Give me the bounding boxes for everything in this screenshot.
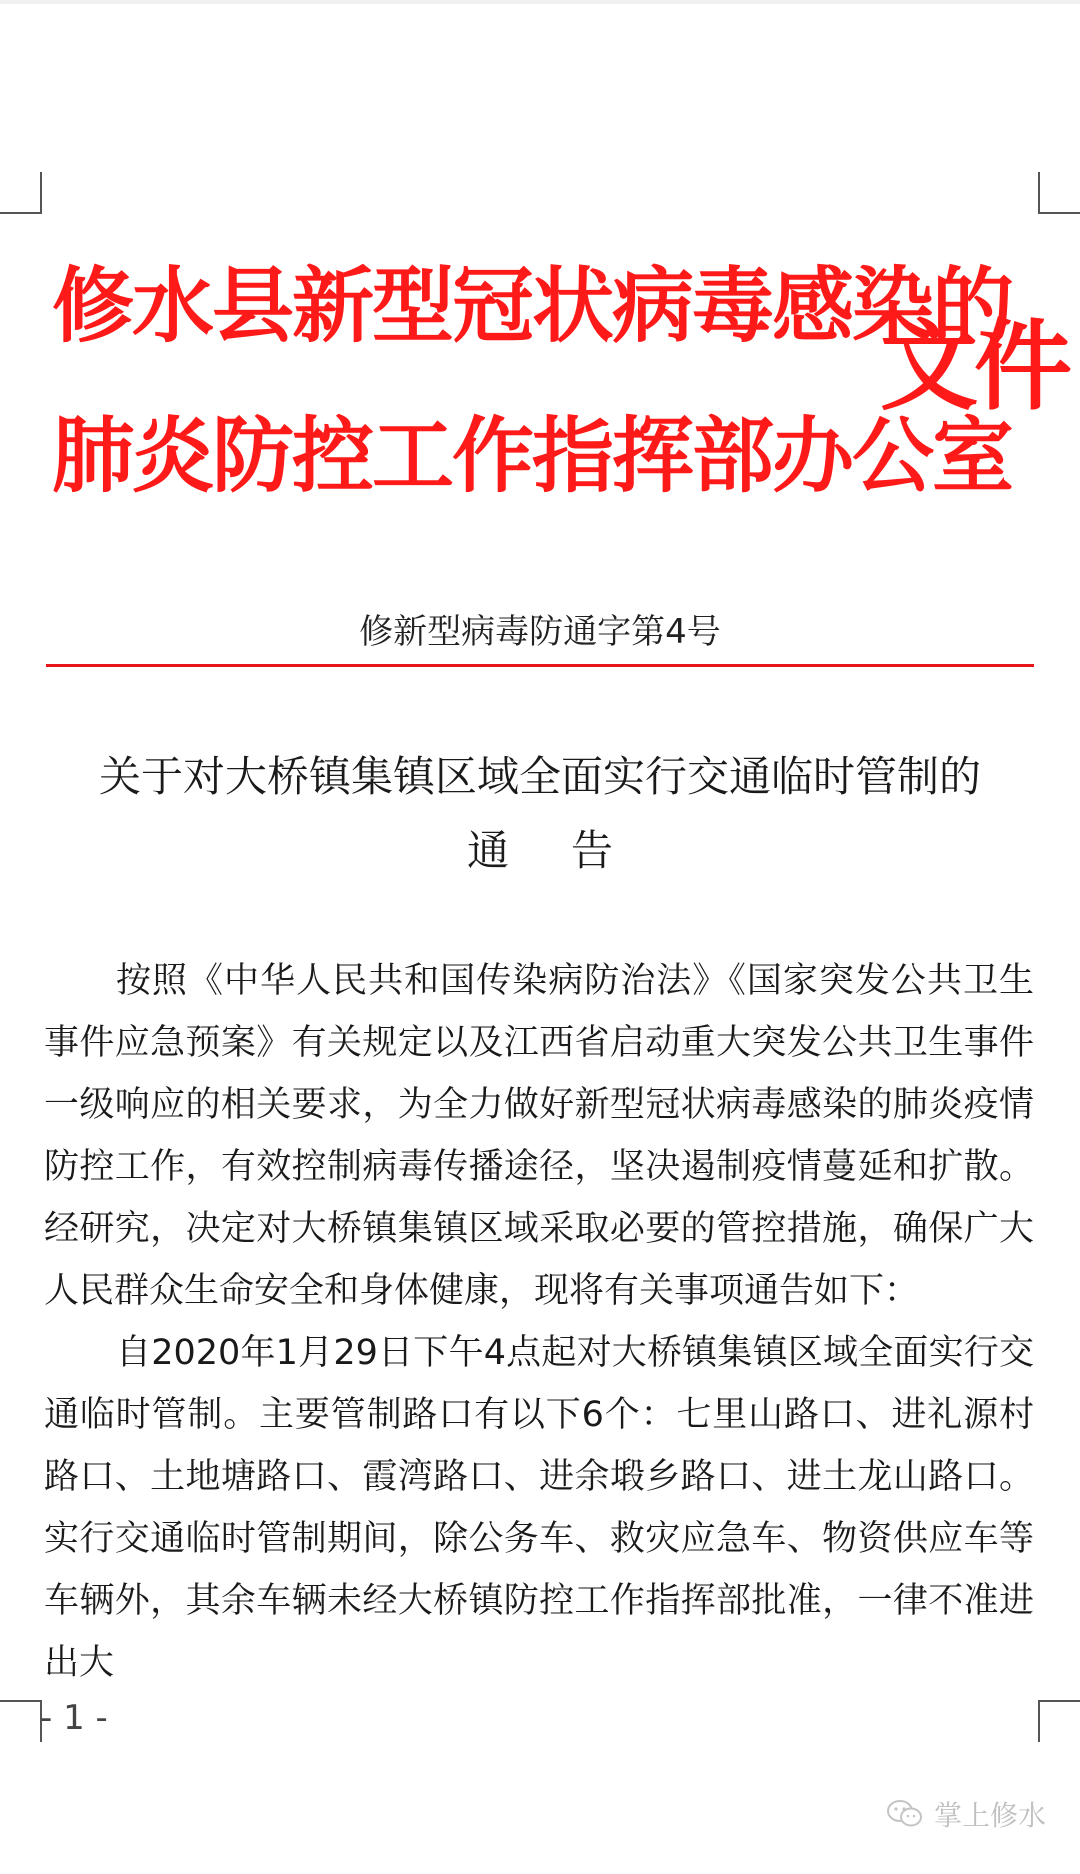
notice-title-line-1: 关于对大桥镇集镇区域全面实行交通临时管制的: [98, 752, 981, 801]
notice-body: [44, 950, 1034, 1694]
wechat-icon: [886, 1798, 924, 1830]
watermark: [886, 1794, 1046, 1834]
crop-mark-top-left: [0, 172, 42, 214]
org-line-1: 修水县新型冠状病毒感染的: [52, 259, 1013, 354]
org-line-2: 肺炎防控工作指挥部办公室: [52, 409, 1013, 504]
document-number: 修新型病毒防通字第4号: [359, 612, 721, 652]
page-number: - 1 -: [40, 1698, 108, 1738]
watermark-text: 掌上修水: [934, 1799, 1047, 1832]
crop-mark-bottom-left: [0, 1700, 42, 1742]
crop-mark-top-right: [1038, 172, 1080, 214]
page-top-edge: [0, 0, 1080, 4]
notice-title-line-2: 通告: [466, 826, 675, 875]
document-type: 文件: [880, 310, 1069, 424]
crop-mark-bottom-right: [1038, 1700, 1080, 1742]
body-paragraph: 按照《中华人民共和国传染病防治法》《国家突发公共卫生事件应急预案》有关规定以及江西省启动重大突发公共卫生事件一级响应的相关要求，为全力做好新型冠状病毒感染的肺炎疫情防控工作，有效控制病毒传播途径，坚决遏制疫情蔓延和扩散。经研究，决定对大桥镇集镇区域采取必要的管控措施，确保广大人民群众生命安全和身体健康，现将有关事项通告如下：: [44, 961, 1034, 1311]
notice-title: [0, 740, 1080, 888]
red-divider: [46, 664, 1034, 667]
body-paragraph: 自2020年1月29日下午4点起对大桥镇集镇区域全面实行交通临时管制。主要管制路口有以下6个：七里山路口、进礼源村路口、土地塘路口、霞湾路口、进余塅乡路口、进土龙山路口。实行交通临时管制期间，除公务车、救灾应急车、物资供应车等车辆外，其余车辆未经大桥镇防控工作指挥部批准，一律不准进出大: [44, 1333, 1034, 1683]
